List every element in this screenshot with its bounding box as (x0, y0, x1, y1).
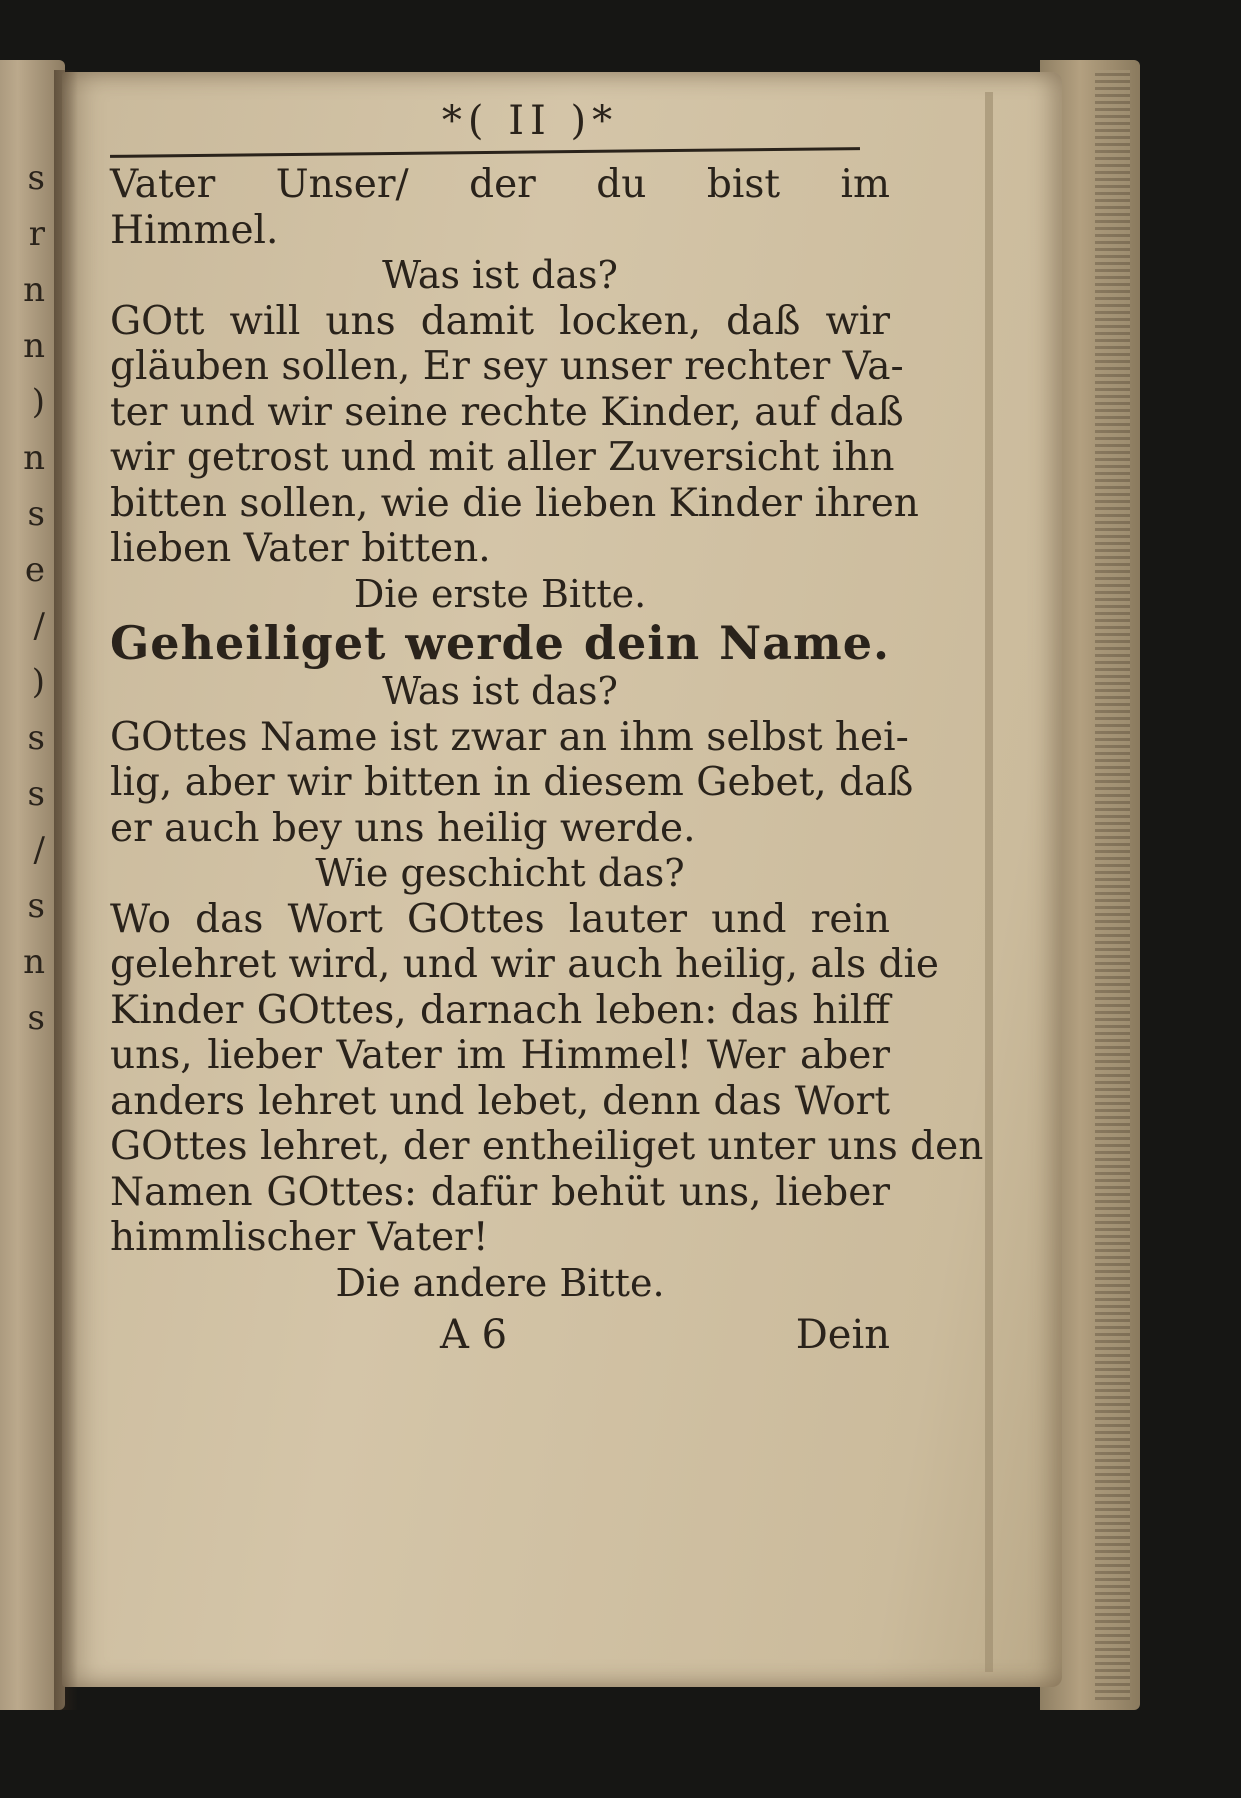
text-line: gläuben sollen, Er sey unser rechter Va- (110, 344, 904, 389)
text-line: uns, lieber Vater im Himmel! Wer aber (110, 1033, 890, 1078)
text-line: wir getrost und mit aller Zuversicht ihn (110, 435, 895, 480)
text-line: GOttes Name ist zwar an ihm selbst hei- (110, 714, 909, 760)
fragment: s (27, 886, 45, 926)
text-line: lieben Vater bitten. (110, 526, 491, 571)
page-header: *( II )* (441, 98, 619, 144)
text-line: GOttes lehret, der entheiliget unter uns den (110, 1124, 984, 1169)
fragment: n (23, 438, 45, 478)
catchword: Dein (795, 1312, 890, 1358)
fragment: s (27, 158, 45, 198)
signature-mark: A 6 (440, 1312, 508, 1358)
cover-texture (1095, 70, 1130, 1700)
text-line: Kinder GOttes, darnach leben: das hilff (110, 987, 890, 1033)
fragment: n (23, 942, 45, 982)
fragment: / (33, 606, 45, 646)
text-line: lig, aber wir bitten in diesem Gebet, daß (110, 760, 914, 805)
fragment: s (27, 998, 45, 1038)
page-stack-edge (985, 92, 993, 1672)
text-line: Himmel. (110, 207, 279, 253)
fragment: n (23, 326, 45, 366)
fragment: e (24, 550, 45, 590)
question-heading: Wie geschicht das? (315, 851, 685, 895)
fragment: ) (31, 662, 45, 702)
fragment: s (27, 494, 45, 534)
header-rule (110, 147, 860, 158)
fragment: / (33, 830, 45, 870)
gutter-shadow (54, 70, 78, 1710)
fragment: s (27, 774, 45, 814)
text-line: ter und wir seine rechte Kinder, auf daß (110, 389, 904, 435)
fragment: ) (31, 382, 45, 422)
fragment: n (23, 270, 45, 310)
text-line: himmlischer Vater! (110, 1215, 489, 1260)
question-heading: Was ist das? (382, 669, 618, 713)
text-line: bitten sollen, wie die lieben Kinder ihren (110, 480, 919, 526)
text-line: er auch bey uns heilig werde. (110, 805, 696, 851)
petition-title: Geheiliget werde dein Name. (110, 616, 890, 670)
text-line: Vater Unser/ der du bist im (110, 162, 890, 207)
question-heading: Was ist das? (382, 253, 618, 297)
fragment: s (27, 718, 45, 758)
section-heading: Die erste Bitte. (353, 571, 647, 616)
text-line: anders lehret und lebet, denn das Wort (110, 1078, 890, 1124)
page-text (110, 95, 984, 1363)
text-line: Namen GOttes: dafür behüt uns, lieber (110, 1169, 890, 1215)
text-line: gelehret wird, und wir auch heilig, als die (110, 942, 940, 987)
text-line: Wo das Wort GOttes lauter und rein (110, 896, 890, 942)
left-page-fragments (0, 150, 45, 1046)
fragment: r (28, 214, 45, 254)
text-line: GOtt will uns damit locken, daß wir (110, 298, 890, 344)
section-heading: Die andere Bitte. (335, 1260, 665, 1305)
page-footer (110, 1308, 890, 1363)
